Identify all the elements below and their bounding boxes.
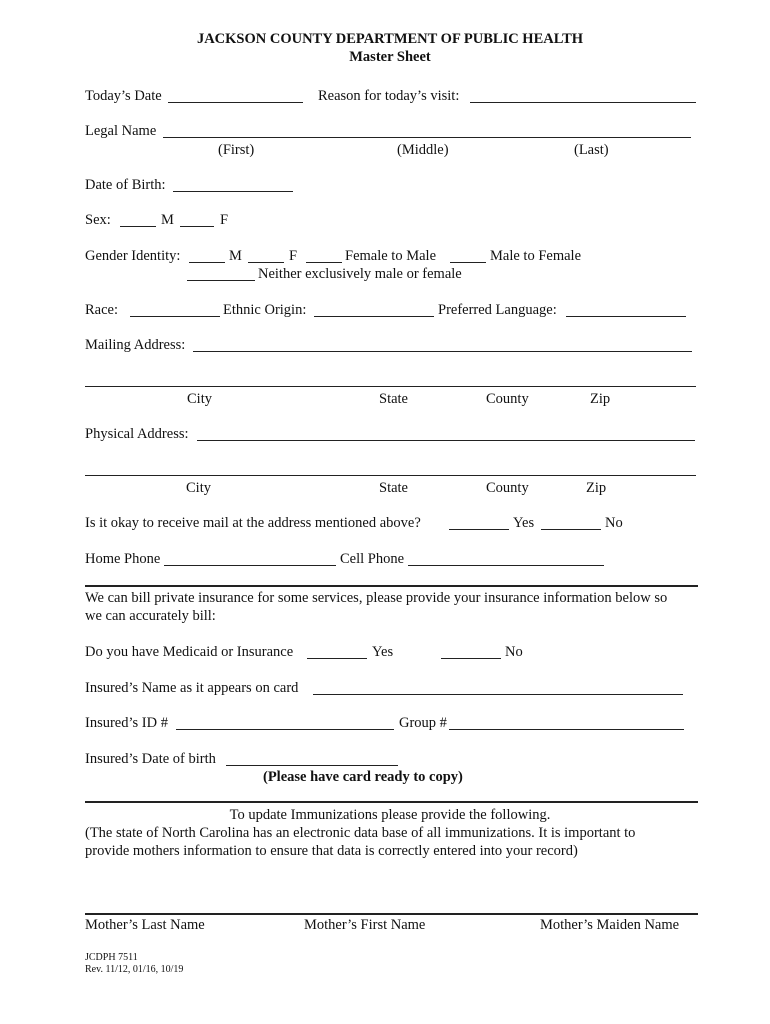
physical-state-caption: State (379, 480, 408, 496)
dob-field[interactable] (173, 191, 293, 192)
gender-identity-label: Gender Identity: (85, 248, 181, 264)
mail-ok-yes-field[interactable] (449, 529, 509, 530)
preferred-language-field[interactable] (566, 316, 686, 317)
immunization-heading: To update Immunizations please provide the following. (229, 807, 551, 823)
insured-dob-label: Insured’s Date of birth (85, 751, 216, 767)
section-divider-2 (85, 801, 698, 803)
insured-name-label: Insured’s Name as it appears on card (85, 680, 299, 696)
cell-phone-label: Cell Phone (340, 551, 405, 567)
physical-city-caption: City (186, 480, 211, 496)
gender-m-label: M (229, 248, 242, 264)
female-to-male-label: Female to Male (345, 248, 437, 264)
mailing-city-caption: City (187, 391, 212, 407)
cell-phone-field[interactable] (408, 565, 604, 566)
mail-ok-yes-label: Yes (513, 515, 535, 531)
mothers-maiden-name-caption: Mother’s Maiden Name (540, 917, 680, 933)
mothers-last-name-caption: Mother’s Last Name (85, 917, 205, 933)
sex-m-label: M (161, 212, 174, 228)
last-name-caption: (Last) (574, 142, 609, 158)
medicaid-no-field[interactable] (441, 658, 501, 659)
legal-name-field[interactable] (163, 137, 691, 138)
home-phone-field[interactable] (164, 565, 336, 566)
gender-m-field[interactable] (189, 262, 225, 263)
mailing-address-label: Mailing Address: (85, 337, 186, 353)
mail-ok-no-field[interactable] (541, 529, 601, 530)
todays-date-field[interactable] (168, 102, 303, 103)
race-label: Race: (85, 302, 119, 318)
gender-f-field[interactable] (248, 262, 284, 263)
legal-name-label: Legal Name (85, 123, 157, 139)
mail-ok-no-label: No (605, 515, 623, 531)
immunization-note-line1: (The state of North Carolina has an electronic data base of all immunizations. It is important to (85, 825, 636, 841)
medicaid-question: Do you have Medicaid or Insurance (85, 644, 294, 660)
neither-field[interactable] (187, 280, 255, 281)
middle-name-caption: (Middle) (397, 142, 449, 158)
todays-date-label: Today’s Date (85, 88, 162, 104)
mothers-first-name-caption: Mother’s First Name (304, 917, 426, 933)
insured-name-field[interactable] (313, 694, 683, 695)
mailing-address-field[interactable] (193, 351, 692, 352)
form-subtitle: Master Sheet (349, 49, 431, 65)
insured-id-field[interactable] (176, 729, 394, 730)
ethnic-origin-field[interactable] (314, 316, 434, 317)
medicaid-yes-field[interactable] (307, 658, 367, 659)
mothers-info-field-line[interactable] (85, 913, 698, 915)
sex-label: Sex: (85, 212, 111, 228)
mailing-county-caption: County (486, 391, 529, 407)
physical-zip-caption: Zip (586, 480, 607, 496)
form-revision: Rev. 11/12, 01/16, 10/19 (85, 964, 184, 975)
dob-label: Date of Birth: (85, 177, 166, 193)
group-field[interactable] (449, 729, 684, 730)
form-id: JCDPH 7511 (85, 952, 138, 963)
female-to-male-field[interactable] (306, 262, 342, 263)
group-label: Group # (399, 715, 447, 731)
sex-f-field[interactable] (180, 226, 214, 227)
insured-dob-field[interactable] (226, 765, 398, 766)
reason-field[interactable] (470, 102, 696, 103)
insurance-intro-line1: We can bill private insurance for some services, please provide your insurance information below so (85, 590, 668, 606)
reason-label: Reason for today’s visit: (318, 88, 460, 104)
physical-address-line2[interactable] (85, 475, 696, 476)
card-note: (Please have card ready to copy) (263, 769, 463, 785)
race-field[interactable] (130, 316, 220, 317)
preferred-language-label: Preferred Language: (438, 302, 557, 318)
physical-address-field[interactable] (197, 440, 695, 441)
physical-address-label: Physical Address: (85, 426, 189, 442)
mailing-state-caption: State (379, 391, 408, 407)
sex-f-label: F (220, 212, 229, 228)
home-phone-label: Home Phone (85, 551, 161, 567)
neither-label: Neither exclusively male or female (258, 266, 462, 282)
sex-m-field[interactable] (120, 226, 156, 227)
gender-f-label: F (289, 248, 298, 264)
ethnic-origin-label: Ethnic Origin: (223, 302, 307, 318)
insurance-intro-line2: we can accurately bill: (85, 608, 216, 624)
insured-id-label: Insured’s ID # (85, 715, 168, 731)
section-divider (85, 585, 698, 587)
form-title: JACKSON COUNTY DEPARTMENT OF PUBLIC HEALTH (196, 31, 584, 47)
medicaid-yes-label: Yes (372, 644, 394, 660)
mailing-zip-caption: Zip (590, 391, 611, 407)
male-to-female-label: Male to Female (490, 248, 582, 264)
immunization-note-line2: provide mothers information to ensure that data is correctly entered into your record) (85, 843, 578, 859)
mail-ok-question: Is it okay to receive mail at the address mentioned above? (85, 515, 421, 531)
male-to-female-field[interactable] (450, 262, 486, 263)
physical-county-caption: County (486, 480, 529, 496)
mailing-address-line2[interactable] (85, 386, 696, 387)
medicaid-no-label: No (505, 644, 523, 660)
first-name-caption: (First) (218, 142, 255, 158)
